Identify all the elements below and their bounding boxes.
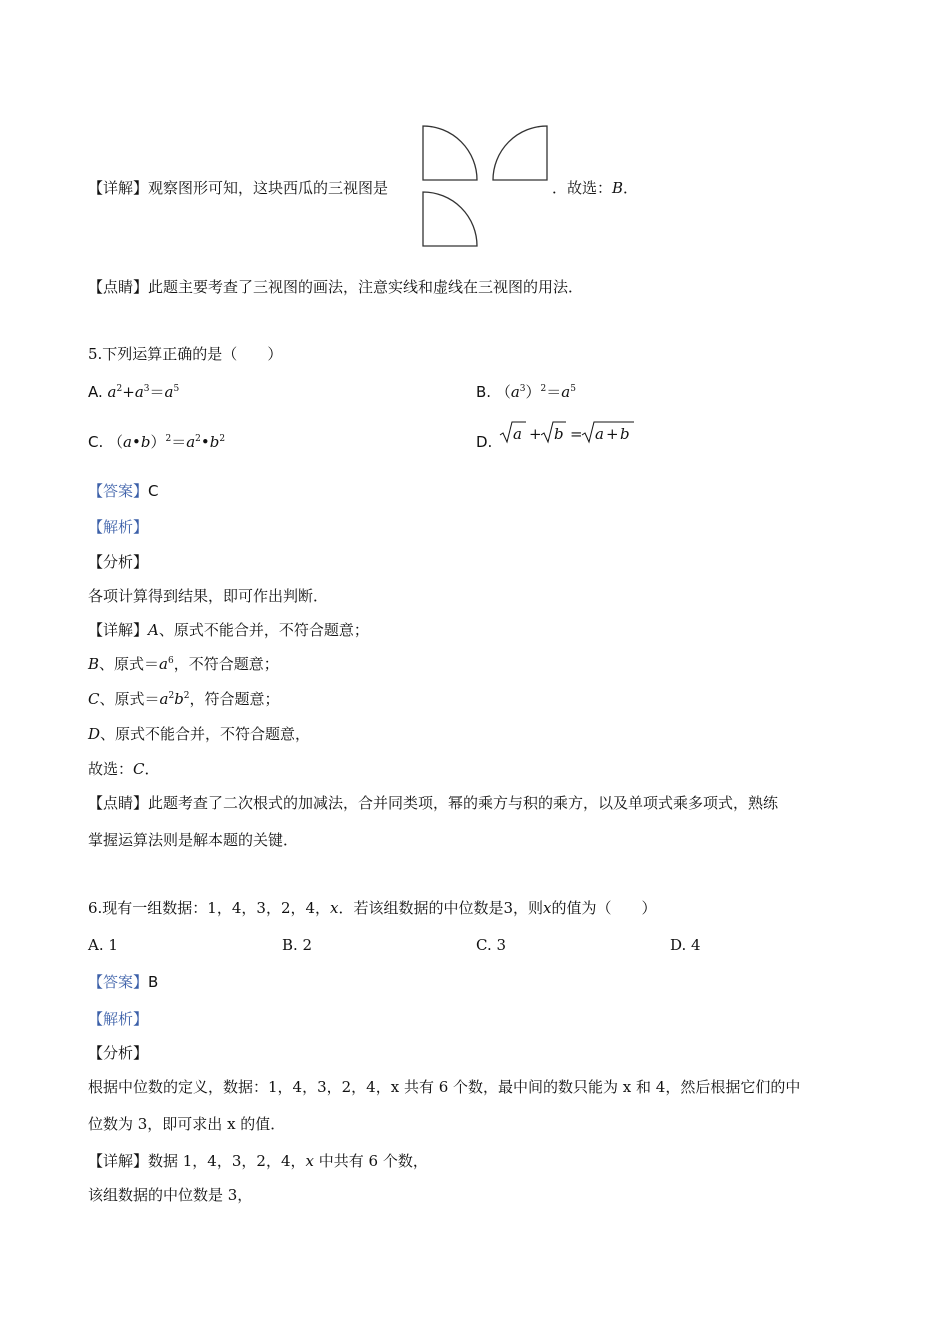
q6-fenxi-line1: 根据中位数的定义，数据：1，4，3，2，4，x 共有 6 个数，最中间的数只能为 x 和 4，然后根据它们的中 [88, 1078, 801, 1096]
svg-text:=: = [570, 425, 583, 443]
q4-detail-end: ．故选：B． [552, 179, 639, 197]
q5-question: 5.下列运算正确的是（ ） [88, 345, 283, 363]
q6-fenxi: 【分析】 [88, 1044, 149, 1062]
q6-option-b: B. 2 [282, 936, 313, 954]
svg-text:b: b [554, 425, 564, 443]
q5-conclusion: 故选：C． [88, 760, 160, 778]
q5-option-a: A. $a^2+a^3=a^5$ [88, 383, 180, 401]
q4-comment: 【点睛】此题主要考查了三视图的画法，注意实线和虚线在三视图的用法． [88, 278, 584, 296]
q5-option-c: C. $(a•b)^2=a^2•b^2$ [88, 433, 226, 451]
q6-option-d: D. 4 [670, 936, 701, 954]
q5-jiexi: 【解析】 [88, 518, 149, 536]
q5-detail-c: C、原式$=a^2b^2$，符合题意； [88, 690, 280, 708]
q5-detail-a: 【详解】A、原式不能合并，不符合题意； [88, 621, 369, 639]
side-view-shape [493, 126, 547, 180]
q5-detail-b: B、原式$=a^6$，不符合题意； [88, 655, 279, 673]
three-view-figure [420, 122, 552, 250]
q5-fenxi: 【分析】 [88, 553, 149, 571]
q6-question: 6.现有一组数据：1，4，3，2，4，x．若该组数据的中位数是3，则x的值为（ ） [88, 899, 657, 917]
top-view-shape [423, 192, 477, 246]
q6-detail-last: 该组数据的中位数是 3， [88, 1186, 253, 1204]
q5-fenxi-text: 各项计算得到结果，即可作出判断． [88, 587, 329, 605]
q5-option-d: D. [476, 433, 493, 451]
q5-comment-line2: 掌握运算法则是解本题的关键． [88, 831, 299, 849]
svg-text:a: a [513, 425, 522, 443]
q4-detail [88, 178, 388, 198]
svg-text:a: a [595, 425, 604, 443]
svg-text:+: + [529, 425, 542, 443]
q6-option-c: C. 3 [476, 936, 507, 954]
q5-option-d-formula [498, 418, 638, 446]
svg-text:+: + [606, 425, 619, 443]
q4-detail-prefix: 【详解】观察图形可知，这块西瓜的三视图是 [88, 179, 389, 197]
q5-answer: 【答案】C [88, 482, 159, 500]
q6-option-a: A. 1 [88, 936, 118, 954]
front-view-shape [423, 126, 477, 180]
q5-comment-line1: 【点睛】此题考查了二次根式的加减法，合并同类项，幂的乘方与积的乘方，以及单项式乘多项式，熟练 [88, 794, 779, 812]
q5-option-b: B. $(a^3)^2=a^5$ [476, 383, 576, 401]
q6-jiexi: 【解析】 [88, 1010, 149, 1028]
q5-detail-d: D、原式不能合并，不符合题意， [88, 725, 311, 743]
svg-text:b: b [620, 425, 630, 443]
q6-answer: 【答案】B [88, 973, 159, 991]
q6-fenxi-line2: 位数为 3，即可求出 x 的值． [88, 1115, 286, 1133]
q6-detail: 【详解】数据 1，4，3，2，4，x 中共有 6 个数， [88, 1152, 428, 1170]
